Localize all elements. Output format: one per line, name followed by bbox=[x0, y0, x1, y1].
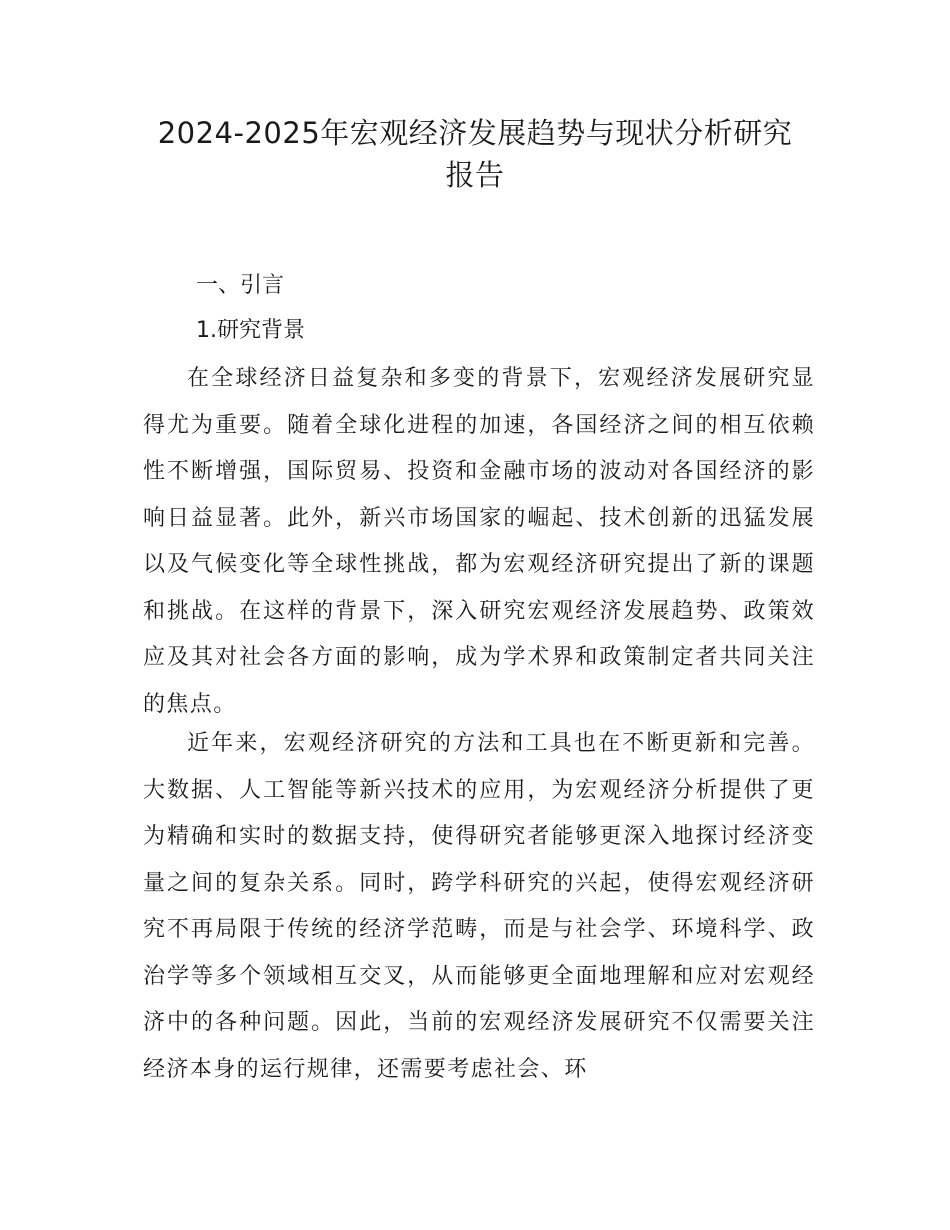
document-title bbox=[100, 112, 850, 196]
section-heading: 一、引言 bbox=[196, 273, 285, 298]
document-title-line-1: 2024-2025年宏观经济发展趋势与现状分析研究 bbox=[157, 116, 793, 150]
document-title-line-2: 报告 bbox=[445, 158, 505, 192]
body-paragraph-1: 在全球经济日益复杂和多变的背景下，宏观经济发展研究显得尤为重要。随着全球化进程的加速，各国经济之间的相互依赖性不断增强，国际贸易、投资和金融市场的波动对各国经济的影响日益显著。此外，新兴市场国家的崛起、技术创新的迅猛发展以及气候变化等全球性挑战，都为宏观经济研究提出了新的课题和挑战。在这样的背景下，深入研究宏观经济发展趋势、政策效应及其对社会各方面的影响，成为学术界和政策制定者共同关注的焦点。 bbox=[143, 366, 815, 717]
body-paragraph-2: 近年来，宏观经济研究的方法和工具也在不断更新和完善。大数据、人工智能等新兴技术的应用，为宏观经济分析提供了更为精确和实时的数据支持，使得研究者能够更深入地探讨经济变量之间的复杂关系。同时，跨学科研究的兴起，使得宏观经济研究不再局限于传统的经济学范畴，而是与社会学、环境科学、政治学等多个领域相互交叉，从而能够更全面地理解和应对宏观经济中的各种问题。因此，当前的宏观经济发展研究不仅需要关注经济本身的运行规律，还需要考虑社会、环 bbox=[143, 731, 815, 1082]
subsection-heading: 1.研究背景 bbox=[196, 318, 305, 343]
